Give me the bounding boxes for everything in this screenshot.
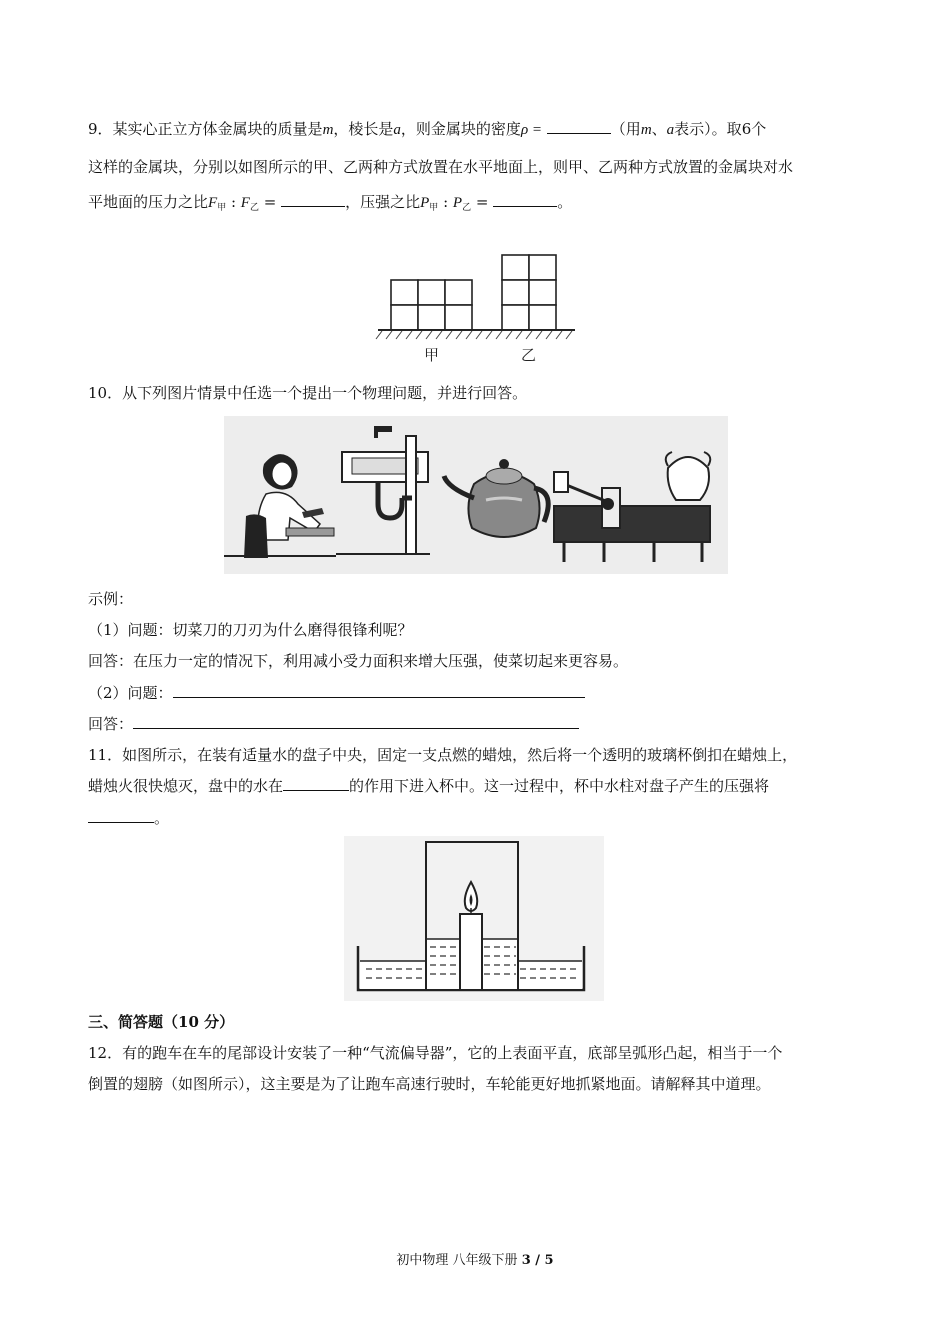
q9-line-1: 9．某实心正立方体金属块的质量是m，棱长是a，则金属块的密度ρ = （用m、a表示）。取6个 xyxy=(88,120,767,138)
q12-line-2: 倒置的翅膀（如图所示），这主要是为了让跑车高速行驶时，车轮能更好地抓紧地面。请解释其中道理。 xyxy=(88,1075,771,1093)
q9-cube-figure xyxy=(370,250,585,368)
q9-line-3: 平地面的压力之比$F_甲$ : $F_乙$ = ，压强之比$P_甲$ : $P_乙$ = 。 xyxy=(88,193,573,213)
cube-jia-4 xyxy=(391,305,418,330)
fig-label-jia: 甲 xyxy=(424,346,440,364)
q11-line-2: 蜡烛火很快熄灭，盘中的水在 的作用下进入杯中。这一过程中，杯中水柱对盘子产生的压强将 xyxy=(88,777,770,795)
q9-force-ratio-blank[interactable] xyxy=(281,192,345,207)
page-footer: 初中物理 八年级下册 3 / 5 xyxy=(396,1253,554,1268)
page-number: 3 / 5 xyxy=(521,1253,554,1268)
cube-yi-6 xyxy=(529,305,556,330)
cube-jia-1 xyxy=(391,280,418,305)
cube-jia-3 xyxy=(445,280,472,305)
q10-answer-blank[interactable] xyxy=(133,714,579,729)
cube-jia-2 xyxy=(418,280,445,305)
cube-yi-5 xyxy=(502,305,529,330)
q12-line-1: 12．有的跑车在车的尾部设计安装了一种“气流偏导器”，它的上表面平直，底部呈弧形凸起，相当于一个 xyxy=(88,1044,783,1062)
q10-title: 10．从下列图片情景中任选一个提出一个物理问题，并进行回答。 xyxy=(88,384,528,402)
q9-density-blank[interactable] xyxy=(547,119,611,134)
q9-pressure-ratio-blank[interactable] xyxy=(493,192,557,207)
q11-blank-2[interactable] xyxy=(88,808,154,823)
cube-yi-2 xyxy=(529,255,556,280)
q11-blank-1[interactable] xyxy=(283,776,349,791)
cube-yi-1 xyxy=(502,255,529,280)
cube-jia-6 xyxy=(445,305,472,330)
cube-yi-3 xyxy=(502,280,529,305)
q10-example-label: 示例： xyxy=(88,590,134,608)
q10-question-2: （2）问题： xyxy=(88,683,585,703)
q10-answer-2: 回答： xyxy=(88,714,579,734)
fig-label-yi: 乙 xyxy=(521,346,537,364)
q11-line-3: 。 xyxy=(88,808,169,828)
cube-yi-4 xyxy=(529,280,556,305)
q10-scene-figure xyxy=(224,416,728,574)
q10-question-blank[interactable] xyxy=(173,683,585,698)
q11-candle-figure xyxy=(344,836,604,1001)
q10-example-question: （1）问题：切菜刀的刀刃为什么磨得很锋利呢？ xyxy=(88,621,413,639)
q9-number: 9． xyxy=(88,120,113,138)
section-3-title: 三、简答题（10 分） xyxy=(88,1013,235,1031)
q9-line-2: 这样的金属块，分别以如图所示的甲、乙两种方式放置在水平地面上，则甲、乙两种方式放置的金属块对水 xyxy=(88,158,794,176)
q11-line-1: 11．如图所示，在装有适量水的盘子中央，固定一支点燃的蜡烛，然后将一个透明的玻璃杯倒扣在蜡烛上， xyxy=(88,746,798,764)
cube-jia-5 xyxy=(418,305,445,330)
q10-example-answer: 回答：在压力一定的情况下，利用减小受力面积来增大压强，使菜切起来更容易。 xyxy=(88,652,629,670)
candle xyxy=(460,914,482,990)
